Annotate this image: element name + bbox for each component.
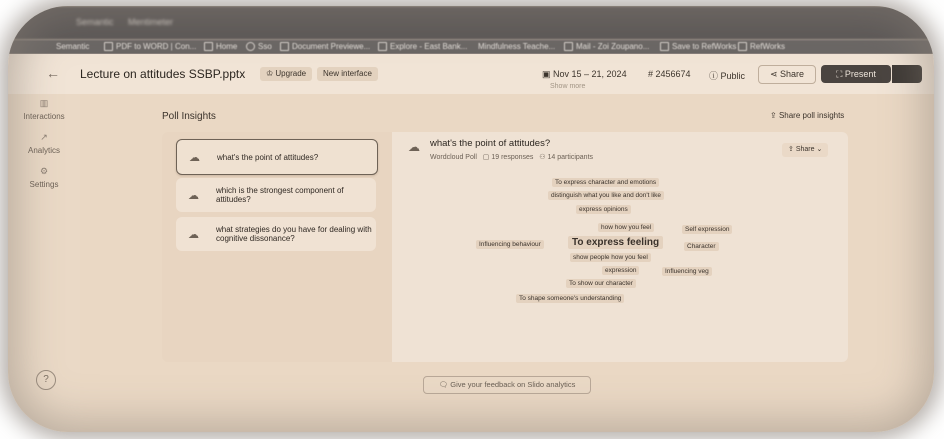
- page-icon: [280, 42, 289, 51]
- page-icon: [738, 42, 747, 51]
- info-icon: ⓘ: [709, 71, 721, 81]
- wordcloud-word: show people how you feel: [570, 253, 651, 262]
- presentation-title: Lecture on attitudes SSBP.pptx: [80, 67, 246, 81]
- bookmark-item[interactable]: Home: [204, 42, 237, 51]
- feedback-button[interactable]: 🗨 Give your feedback on Slido analytics: [423, 376, 591, 394]
- present-options-button[interactable]: [892, 65, 922, 83]
- sidebar-item-settings[interactable]: ⚙ Settings: [8, 166, 80, 189]
- share-icon: ⋖: [769, 69, 780, 79]
- hash-icon: #: [648, 69, 656, 79]
- page-icon: [660, 42, 669, 51]
- chat-icon: 🗨: [438, 380, 451, 389]
- bookmark-item[interactable]: RefWorks: [738, 42, 785, 51]
- share-poll-insights-button[interactable]: ⇪ Share poll insights: [770, 111, 845, 120]
- page-icon: [104, 42, 113, 51]
- wordcloud-word: expression: [602, 266, 639, 275]
- interactions-icon: ▥: [39, 98, 49, 108]
- wordcloud-word: To shape someone's understanding: [516, 294, 624, 303]
- calendar-icon: ▣: [542, 69, 554, 79]
- visibility-status[interactable]: ⓘ Public: [709, 71, 746, 81]
- bookmark-item[interactable]: Mindfulness Teache...: [478, 42, 556, 51]
- question-title: what's the point of attitudes?: [430, 138, 551, 149]
- question-card[interactable]: ☁ which is the strongest component of attitudes?: [176, 178, 376, 212]
- question-detail: [392, 132, 848, 362]
- help-button[interactable]: ?: [36, 370, 56, 390]
- present-button[interactable]: ⛶ Present: [821, 65, 891, 83]
- wordcloud-word-top: To express feeling: [568, 236, 663, 249]
- settings-icon: ⚙: [39, 166, 49, 176]
- bookmark-item[interactable]: Explore - East Bank...: [378, 42, 467, 51]
- fullscreen-icon: ⛶: [836, 69, 845, 79]
- app-window: [8, 6, 934, 432]
- mail-icon: [564, 42, 573, 51]
- bookmark-item[interactable]: Semantic: [56, 42, 90, 51]
- page-icon: [378, 42, 387, 51]
- sidebar: [8, 94, 80, 432]
- analytics-icon: ↗: [40, 132, 48, 142]
- bookmarks-bar: [8, 40, 934, 54]
- bookmark-item[interactable]: Save to RefWorks: [660, 42, 736, 51]
- section-title: Poll Insights: [162, 111, 216, 122]
- question-share-button[interactable]: ⇪ Share ⌄: [782, 143, 828, 157]
- wordcloud-word: To express character and emotions: [552, 178, 659, 187]
- upgrade-button[interactable]: ♔ Upgrade: [260, 67, 312, 81]
- event-code: # 2456674: [648, 69, 691, 79]
- date-range[interactable]: ▣ Nov 15 – 21, 2024: [542, 69, 627, 79]
- wordcloud-word: express opinions: [576, 205, 631, 214]
- new-interface-button[interactable]: New interface: [317, 67, 378, 81]
- main-content: [80, 83, 934, 432]
- wordcloud-word: Influencing behaviour: [476, 240, 544, 249]
- wordcloud-word: Influencing veg: [662, 267, 712, 276]
- bookmark-item[interactable]: Mail - Zoi Zoupano...: [564, 42, 649, 51]
- wordcloud-word: Character: [684, 242, 719, 251]
- upload-icon: ⇪: [788, 146, 796, 153]
- circle-icon: [246, 42, 255, 51]
- bookmark-item[interactable]: Sso: [246, 42, 272, 51]
- back-arrow-icon[interactable]: ←: [46, 65, 60, 81]
- browser-tab-bar: [8, 6, 934, 40]
- poll-type: Wordcloud Poll: [430, 154, 477, 161]
- app-header: [8, 54, 934, 94]
- poll-meta: [430, 153, 593, 161]
- upload-icon: ⇪: [770, 111, 779, 120]
- bookmark-item[interactable]: Document Previewe...: [280, 42, 370, 51]
- responses-count: 19 responses: [491, 154, 534, 161]
- wordcloud-icon: ☁: [188, 189, 199, 202]
- wordcloud-word: Self expression: [682, 225, 732, 234]
- share-button[interactable]: ⋖ Share: [758, 65, 816, 84]
- crown-icon: ♔: [266, 69, 276, 78]
- question-card[interactable]: ☁ what strategies do you have for dealing with cognitive dissonance?: [176, 217, 376, 251]
- bookmark-item[interactable]: PDF to WORD | Con...: [104, 42, 196, 51]
- poll-insights-panel: [162, 132, 848, 362]
- browser-tab[interactable]: Semantic: [76, 17, 114, 27]
- participants-icon: ⚇: [539, 154, 546, 161]
- page-icon: [204, 42, 213, 51]
- responses-icon: ▢: [482, 154, 490, 161]
- participants-count: 14 participants: [547, 154, 594, 161]
- wordcloud-word: To show our character: [566, 279, 636, 288]
- show-more-link[interactable]: Show more: [550, 83, 586, 90]
- sidebar-item-analytics[interactable]: ↗ Analytics: [8, 132, 80, 155]
- question-card-selected[interactable]: ☁ what's the point of attitudes?: [176, 139, 378, 175]
- browser-tab-active[interactable]: Mentimeter: [128, 17, 174, 27]
- chevron-down-icon: ⌄: [814, 146, 823, 153]
- wordcloud-icon: ☁: [188, 228, 199, 241]
- wordcloud-icon: ☁: [189, 151, 200, 164]
- sidebar-item-interactions[interactable]: ▥ Interactions: [8, 98, 80, 121]
- wordcloud-word: distinguish what you like and don't like: [548, 191, 664, 200]
- wordcloud-icon: ☁: [408, 140, 420, 154]
- wordcloud-word: how how you feel: [598, 223, 654, 232]
